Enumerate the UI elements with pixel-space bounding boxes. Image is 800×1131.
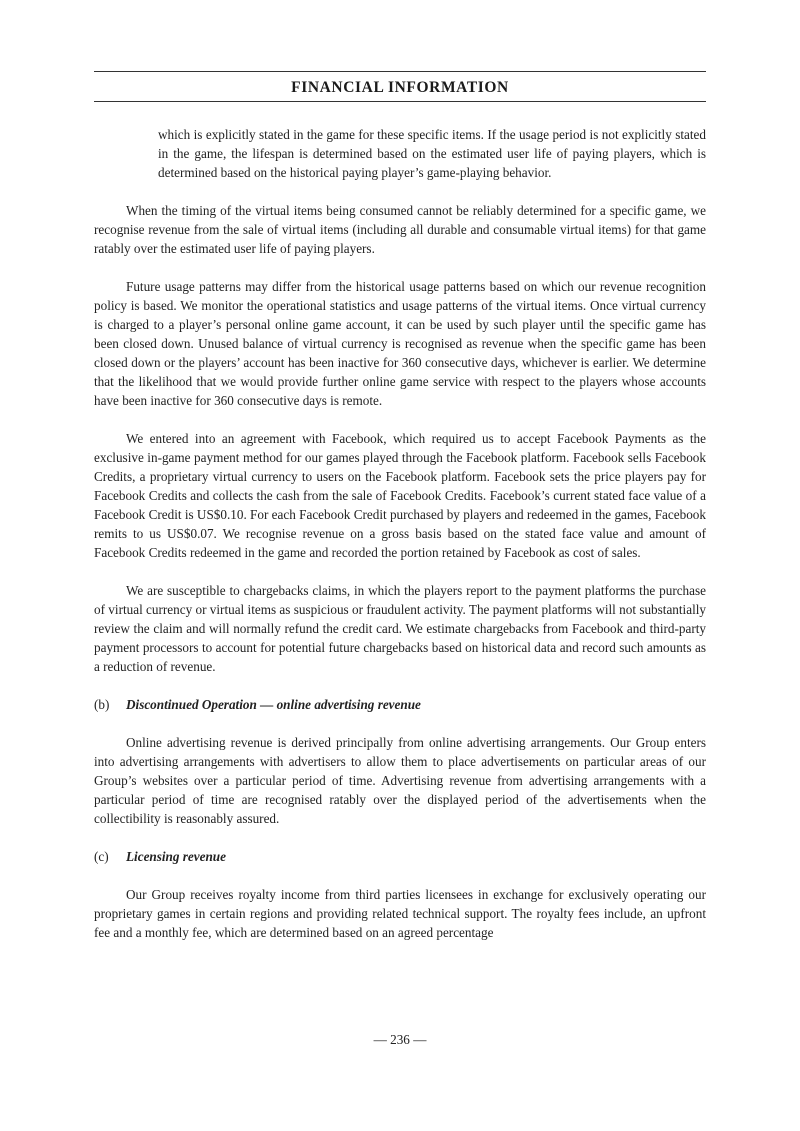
section-heading-c bbox=[94, 847, 706, 866]
section-label: (b) bbox=[94, 697, 110, 712]
header-rule-top bbox=[94, 71, 706, 72]
paragraph-facebook-agreement: We entered into an agreement with Facebook, which required us to accept Facebook Payments as the exclusive in-game payment method for our games played through the Facebook platform. Facebook sells Facebook Credits, a proprietary virtual currency to users on the Facebook platform. Facebook sets the price players pay for Facebook Credits and collects the cash from the sale of Facebook Credits. Facebook’s current stated face value of a Facebook Credit is US$0.10. For each Facebook Credit purchased by players and redeemed in the games, Facebook remits to us US$0.07. We recognise revenue on a gross basis based on the stated face value and amount of Facebook Credits redeemed in the game and recorded the portion retained by Facebook as cost of sales. bbox=[94, 431, 706, 560]
header-rule-bottom bbox=[94, 101, 706, 102]
paragraph-continuation: which is explicitly stated in the game for these specific items. If the usage period is not explicitly stated in the game, the lifespan is determined based on the estimated user life of paying players, which is determined based on the historical paying player’s game-playing behavior. bbox=[158, 127, 706, 180]
section-heading-b bbox=[94, 695, 706, 714]
section-label: (c) bbox=[94, 849, 109, 864]
paragraph-online-advertising: Online advertising revenue is derived principally from online advertising arrangements. Our Group enters into advertising arrangements with advertisers to allow them to place advertisements on particular areas of our Group’s websites over a particular period of time. Advertising revenue from advertising arrangements with a particular period of time are recognised ratably over the displayed period of the advertisements when the collectibility is reasonably assured. bbox=[94, 735, 706, 826]
paragraph-ratable-recognition: When the timing of the virtual items being consumed cannot be reliably determined for a specific game, we recognise revenue from the sale of virtual items (including all durable and consumable virtual items) for that game ratably over the estimated user life of paying players. bbox=[94, 203, 706, 256]
page-number: — 236 — bbox=[373, 1032, 427, 1047]
page-header-title: FINANCIAL INFORMATION bbox=[291, 79, 509, 96]
document-body bbox=[94, 125, 706, 961]
paragraph-usage-patterns: Future usage patterns may differ from the historical usage patterns based on which our revenue recognition policy is based. We monitor the operational statistics and usage patterns of the virtual items. Once virtual currency is charged to a player’s personal online game account, it can be used by such player until the specific game has been closed down. Unused balance of virtual currency is recognised as revenue when the specific game has been closed down or the players’ account has been inactive for 360 consecutive days, whichever is earlier. We determine that the likelihood that we would provide further online game service with respect to the players whose accounts have been inactive for 360 consecutive days is remote. bbox=[94, 279, 706, 408]
section-title: Licensing revenue bbox=[126, 849, 226, 864]
paragraph-licensing: Our Group receives royalty income from third parties licensees in exchange for exclusively operating our proprietary games in certain regions and providing related technical support. The royalty fees include, an upfront fee and a monthly fee, which are determined based on an agreed percentage bbox=[94, 887, 706, 940]
section-title: Discontinued Operation — online advertising revenue bbox=[126, 697, 421, 712]
paragraph-chargebacks: We are susceptible to chargebacks claims, in which the players report to the payment platforms the purchase of virtual currency or virtual items as suspicious or fraudulent activity. The payment platforms will not substantially review the claim and will normally refund the credit card. We estimate chargebacks from Facebook and third-party payment processors to account for potential future chargebacks based on historical data and record such amounts as a reduction of revenue. bbox=[94, 583, 706, 674]
